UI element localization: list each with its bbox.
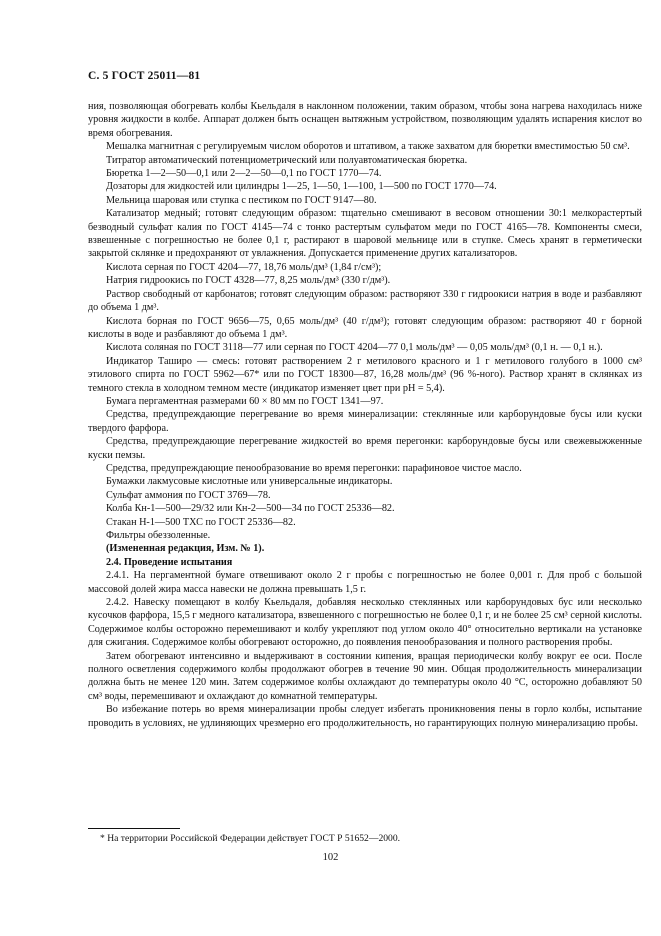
paragraph-25: 2.4.1. На пергаментной бумаге отвешивают около 2 г пробы с погрешностью не более 0,001 г. Для проб с большой массовой долей жира масса навески не должна превышать 1,5 г. <box>88 570 642 595</box>
paragraph-15: Средства, предупреждающие перегревание во время минерализации: стеклянные или карборундовые бусы или куски твердого фарфора. <box>88 409 642 434</box>
page-header: С. 5 ГОСТ 25011—81 <box>88 70 201 82</box>
paragraph-8: Кислота серная по ГОСТ 4204—77, 18,76 моль/дм³ (1,84 г/см³); <box>106 261 382 273</box>
paragraph-4: Бюретка 1—2—50—0,1 или 2—2—50—0,1 по ГОСТ 1770—74. <box>106 168 382 180</box>
paragraph-18: Бумажки лакмусовые кислотные или универсальные индикаторы. <box>106 476 393 488</box>
footnote: * На территории Российской Федерации действует ГОСТ Р 51652—2000. <box>100 833 401 844</box>
paragraph-20: Колба Кн-1—500—29/32 или Кн-2—500—34 по ГОСТ 25336—82. <box>106 503 395 515</box>
paragraph-13: Индикатор Таширо — смесь: готовят растворением 2 г метилового красного и 1 г метилового голубого в 1000 см³ этилового спирта по ГОСТ 5962—67* или по ГОСТ 18300—87, 16,28 моль/дм³ (96 %-ного). Раствор хранят в склянках из темного стекла в холодном темном месте (индикатор изменяет цвет при pH = 5,4). <box>88 355 642 394</box>
document-body <box>88 100 642 730</box>
paragraph-17: Средства, предупреждающие пенообразование во время перегонки: парафиновое чистое масло. <box>106 462 522 474</box>
paragraph-19: Сульфат аммония по ГОСТ 3769—78. <box>106 489 271 501</box>
paragraph-7: Катализатор медный; готовят следующим образом: тщательно смешивают в весовом отношении 30:1 мелкорастертый безводный сульфат калия по ГОСТ 4145—74 с тонко растертым сульфатом меди по ГОСТ 4165—78. Компоненты смеси, взвешенные с погрешностью не более 0,1 г, растирают в шаровой мельнице или в ступке. Смесь хранят в герметически закрытой склянке и предохраняют от увлажнения. Допускается применение других катализаторов. <box>88 208 642 260</box>
paragraph-14: Бумага пергаментная размерами 60 × 80 мм по ГОСТ 1341—97. <box>106 395 384 407</box>
paragraph-26: 2.4.2. Навеску помещают в колбу Кьельдаля, добавляя несколько стеклянных или карборундовых бус или несколько кусочков фарфора, 15,5 г медного катализатора, взвешенного с погрешностью не более 0,1 г, и не более 25 см³ серной кислоты. Содержимое колбы осторожно перемешивают и колбу укрепляют под углом около 40° относительно вертикали на установке для сжигания. Содержимое колбы обогревают осторожно, до появления пенообразования и полного растворения пробы. <box>88 597 642 649</box>
paragraph-27: Затем обогревают интенсивно и выдерживают в состоянии кипения, вращая периодически колбу вокруг ее оси. После полного осветления содержимого колбы продолжают обогрев в течение 90 мин. Общая продолжительность минерализации должна быть не менее 120 мин. Затем содержимое колбы охлаждают до температуры около 40 °С, осторожно добавляют 50 см³ воды, перемешивают и охлаждают до комнатной температуры. <box>88 650 642 702</box>
paragraph-3: Титратор автоматический потенциометрический или полуавтоматическая бюретка. <box>106 154 468 166</box>
paragraph-12: Кислота соляная по ГОСТ 3118—77 или серная по ГОСТ 4204—77 0,1 моль/дм³ — 0,05 моль/дм³ (0,1 н. — 0,1 н.). <box>106 342 603 354</box>
footnote-divider <box>88 828 180 829</box>
paragraph-6: Мельница шаровая или ступка с пестиком по ГОСТ 9147—80. <box>106 194 377 206</box>
paragraph-22: Фильтры обеззоленные. <box>106 530 211 541</box>
revision-note: (Измененная редакция, Изм. № 1). <box>106 543 265 555</box>
paragraph-9: Натрия гидроокись по ГОСТ 4328—77, 8,25 моль/дм³ (330 г/дм³). <box>106 275 391 287</box>
paragraph-5: Дозаторы для жидкостей или цилиндры 1—25, 1—50, 1—100, 1—500 по ГОСТ 1770—74. <box>106 181 497 193</box>
paragraph-28: Во избежание потерь во время минерализации пробы следует избегать проникновения пены в горло колбы, испытание проводить в условиях, не удлиняющих чрезмерно его продолжительность, но гарантирующих полную минерализацию пробы. <box>88 704 642 729</box>
page-number: 102 <box>322 852 339 863</box>
paragraph-2: Мешалка магнитная с регулируемым числом оборотов и штативом, а также захватом для бюретки вместимостью 50 см³. <box>106 141 630 153</box>
paragraph-16: Средства, предупреждающие перегревание жидкостей во время перегонки: карборундовые бусы или свежевыжженные куски пемзы. <box>88 436 642 461</box>
section-heading: 2.4. Проведение испытания <box>106 556 233 568</box>
paragraph-21: Стакан Н-1—500 ТХС по ГОСТ 25336—82. <box>106 516 296 528</box>
paragraph-1: ния, позволяющая обогревать колбы Кьельдаля в наклонном положении, таким образом, чтобы зона нагрева находилась ниже уровня жидкости в колбе. Аппарат должен быть оснащен вытяжным устройством, позволяющим удалять испарения кислот во время обогревания. <box>88 101 642 139</box>
paragraph-11: Кислота борная по ГОСТ 9656—75, 0,65 моль/дм³ (40 г/дм³); готовят следующим образом: растворяют 40 г борной кислоты в воде и разбавляют до объема 1 дм³. <box>88 315 642 340</box>
paragraph-10: Раствор свободный от карбонатов; готовят следующим образом: растворяют 330 г гидроокиси натрия в воде и разбавляют до объема 1 дм³. <box>88 288 642 314</box>
